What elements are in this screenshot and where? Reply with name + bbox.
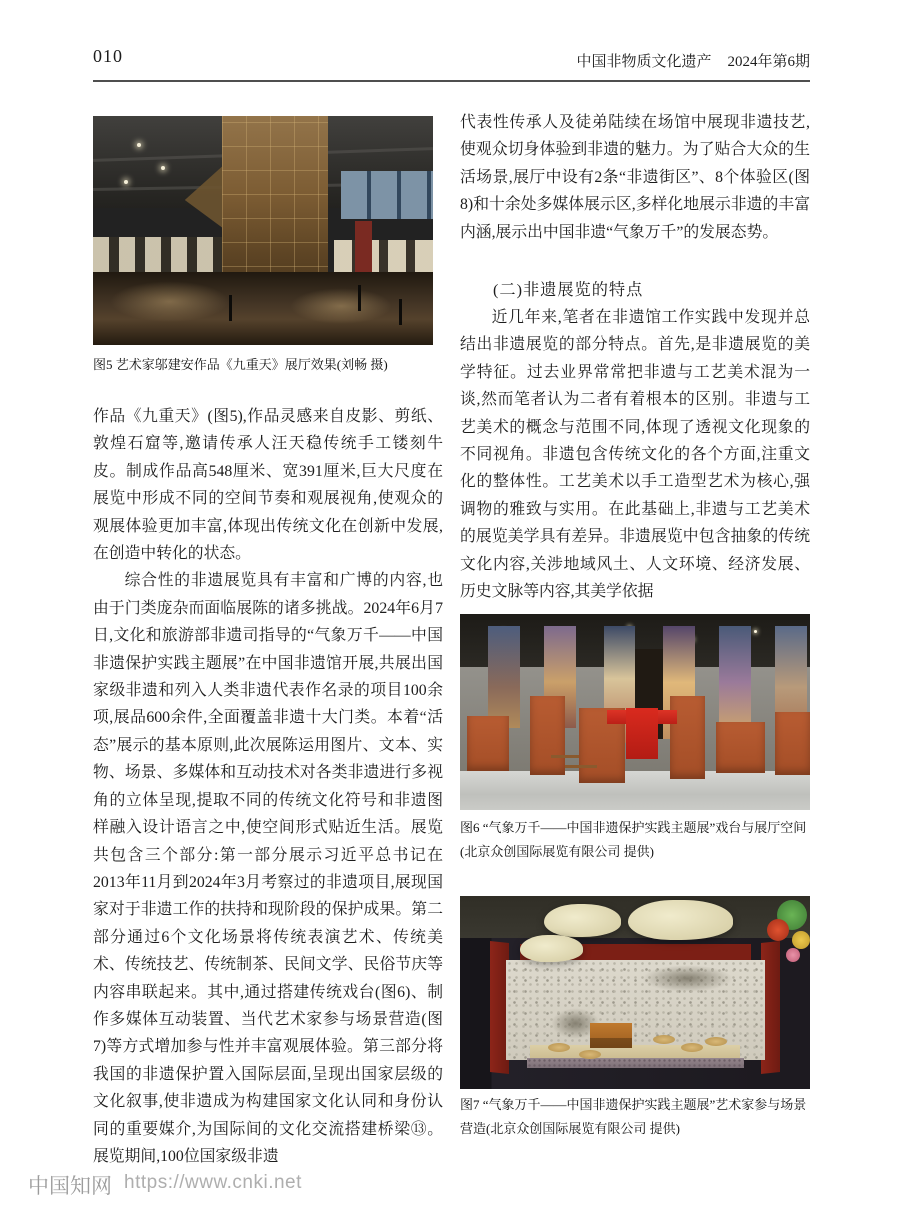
right-column-text-main bbox=[460, 304, 810, 605]
hall-floor bbox=[460, 771, 810, 810]
figure6-caption: 图6 “气象万千——中国非遗保护实践主题展”戏台与展厅空间(北京众创国际展览有限公司 提供) bbox=[460, 820, 807, 859]
journal-title: 中国非物质文化遗产 bbox=[576, 54, 712, 70]
cloud-lamp bbox=[520, 935, 583, 962]
journal-header bbox=[93, 50, 810, 71]
floor-reflection bbox=[290, 288, 392, 325]
festival-ornament bbox=[792, 931, 810, 949]
stanchion-post bbox=[358, 285, 361, 311]
red-doorway bbox=[355, 221, 372, 271]
wall-shadow-patch bbox=[642, 965, 733, 992]
display-plinth bbox=[716, 722, 765, 773]
cnki-url-link[interactable]: https://www.cnki.net bbox=[124, 1172, 302, 1193]
festival-ornament bbox=[786, 948, 800, 962]
figure7-photo bbox=[460, 896, 810, 1089]
header-rule bbox=[93, 80, 810, 82]
stanchion-post bbox=[229, 295, 232, 321]
right-column-text-top bbox=[460, 109, 810, 246]
floor-reflection bbox=[110, 281, 229, 322]
wooden-bench bbox=[551, 755, 579, 758]
page-number: 010 bbox=[93, 46, 123, 66]
wooden-bench bbox=[565, 765, 597, 768]
paragraph: 近几年来,笔者在非遗馆工作实践中发现并总结出非遗展览的部分特点。首先,是非遗展览的美学特征。过去业界常常把非遗与工艺美术混为一谈,然而笔者认为二者有着根本的区别。非遗与工艺美术的概念与范围不同,体现了透视文化现象的不同视角。非遗包含传统文化的各个方面,注重文化的整体性。工艺美术以手工造型艺术为核心,强调物的雅致与实用。在此基础上,非遗与工艺美术的展览美学具有差异。非遗展览中包含抽象的传统文化内容,关涉地域风土、人文环境、经济发展、历史文脉等内容,其美学依据 bbox=[460, 309, 810, 601]
cloud-lamp bbox=[628, 900, 733, 941]
round-stool bbox=[653, 1035, 675, 1044]
round-stool bbox=[705, 1037, 727, 1046]
cnki-logo-text: 中国知网 bbox=[28, 1175, 112, 1198]
journal-issue: 2024年第6期 bbox=[727, 54, 810, 70]
window-band bbox=[341, 171, 433, 219]
opera-banner bbox=[719, 626, 751, 728]
festival-ornament bbox=[767, 919, 789, 941]
opera-banner bbox=[488, 626, 520, 728]
figure5-caption: 图5 艺术家邬建安作品《九重天》展厅效果(刘畅 摄) bbox=[93, 357, 388, 372]
display-plinth bbox=[775, 712, 810, 775]
round-stool bbox=[681, 1043, 703, 1052]
lit-exhibit-wall-right bbox=[334, 240, 433, 274]
stage-platform-edge bbox=[527, 1058, 744, 1068]
ceiling-light bbox=[754, 630, 757, 633]
display-plinth bbox=[530, 696, 565, 774]
spotlight bbox=[124, 180, 128, 184]
red-opera-robe bbox=[626, 708, 658, 759]
figure7-caption: 图7 “气象万千——中国非遗保护实践主题展”艺术家参与场景营造(北京众创国际展览有限公司 提供) bbox=[460, 1097, 807, 1136]
display-plinth bbox=[467, 716, 509, 771]
paragraph: 作品《九重天》(图5),作品灵感来自皮影、剪纸、敦煌石窟等,邀请传承人汪天稳传统手工镂刻牛皮。制成作品高548厘米、宽391厘米,巨大尺度在展览中形成不同的空间节奏和观展视角,使观众的观展体验更加丰富,体现出传统文化在创新中发展,在创造中转化的状态。 bbox=[93, 408, 443, 563]
display-plinth bbox=[670, 696, 705, 778]
paragraph: 代表性传承人及徒弟陆续在场馆中展现非遗技艺,使观众切身体验到非遗的魅力。为了贴合大众的生活场景,展厅中设有2条“非遗街区”、8个体验区(图8)和十余处多媒体展示区,多样化地展示非遗的丰富内涵,展示出中国非遗“气象万千”的发展态势。 bbox=[460, 114, 810, 241]
section-heading: (二)非遗展览的特点 bbox=[493, 281, 644, 299]
cloud-lamp bbox=[544, 904, 621, 937]
paragraph: 综合性的非遗展览具有丰富和广博的内容,也由于门类庞杂而面临展陈的诸多挑战。2024年6月7日,文化和旅游部非遗司指导的“气象万千——中国非遗保护实践主题展”在中国非遗馆开展,共展出国家级非遗和列入人类非遗代表作名录的项目100余项,展品600余件,全面覆盖非遗十大门类。本着“活态”展示的基本原则,此次展陈运用图片、文本、实物、场景、多媒体和互动技术对各类非遗进行多视角的立体呈现,提取不同的传统文化符号和非遗图样融入设计语言之中,使空间形式贴近生活。展览共包含三个部分:第一部分展示习近平总书记在2013年11月到2024年3月考察过的非遗项目,展现国家对于非遗工作的扶持和现阶段的保护成果。第二部分通过6个文化场景将传统表演艺术、传统美术、传统技艺、传统制茶、民间文学、民俗节庆等内容串联起来。其中,通过搭建传统戏台(图6)、制作多媒体互动装置、当代艺术家参与场景营造(图7)等方式增加参与性并丰富观展体验。第三部分将我国的非遗保护置入国际层面,呈现出国家层级的文化叙事,使非遗成为构建国家文化认同和身份认同的重要媒介,为国际间的文化交流搭建桥梁⑬。展览期间,100位国家级非遗 bbox=[93, 572, 443, 1165]
figure5-photo bbox=[93, 116, 433, 345]
round-stool bbox=[548, 1043, 570, 1052]
lit-exhibit-wall-left bbox=[93, 237, 229, 276]
stanchion-post bbox=[399, 299, 402, 325]
left-column-text bbox=[93, 403, 443, 1170]
figure6-photo bbox=[460, 614, 810, 810]
wooden-table bbox=[590, 1023, 632, 1048]
